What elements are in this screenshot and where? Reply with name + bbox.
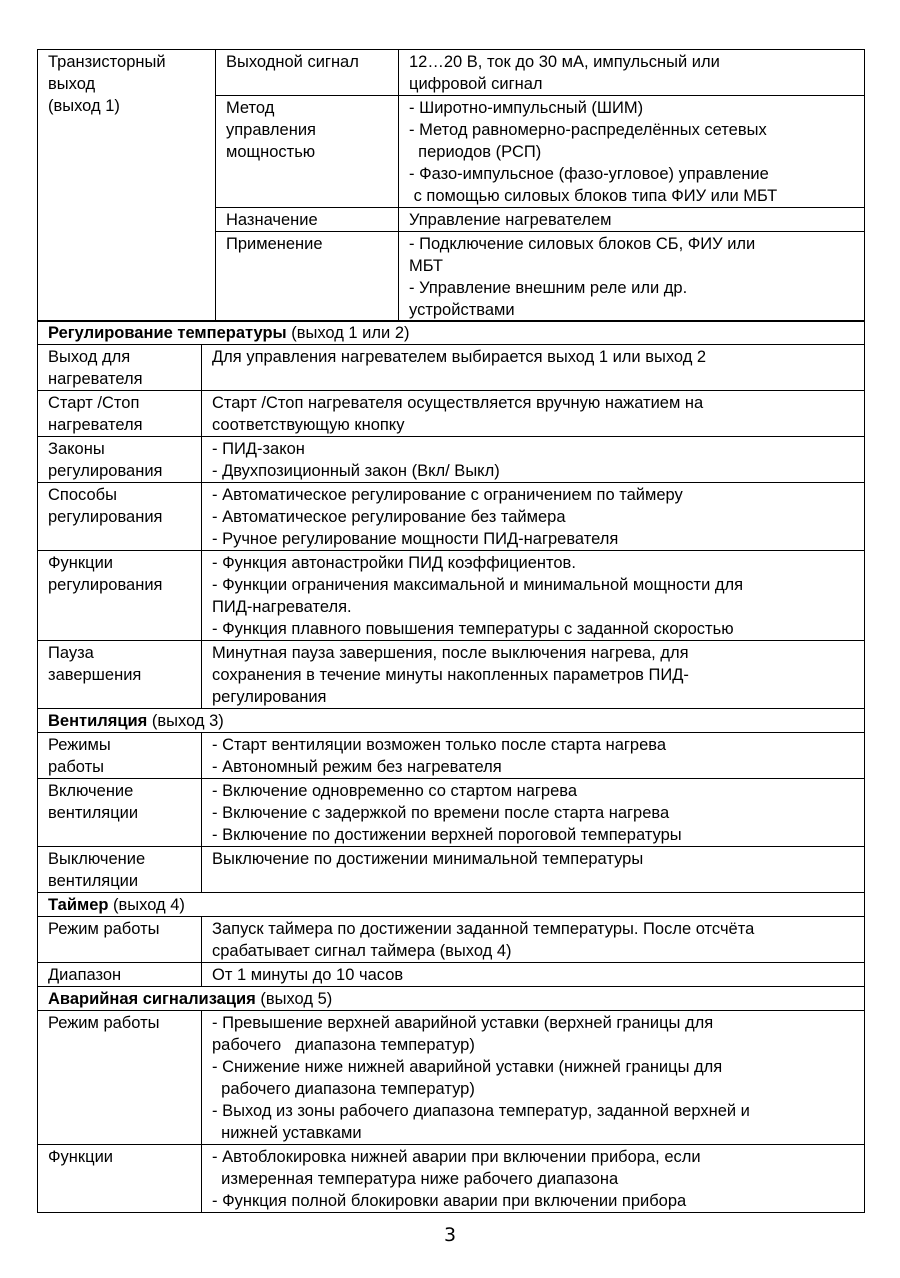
value-line: - Автономный режим без нагревателя [212,758,502,776]
value-line: От 1 минуты до 10 часов [212,966,404,984]
param-line: Выходной сигнал [226,53,359,71]
table-row [38,917,865,963]
value-line: Запуск таймера по достижении заданной температуры. После отсчёта [212,920,755,938]
param-line: управления [226,121,316,139]
param-line: Выключение [48,850,146,868]
param-line: Старт /Стоп [48,394,140,412]
section-header-row [38,321,865,345]
param-line: Законы [48,440,105,458]
table-row [38,551,865,641]
value-line: - Автоблокировка нижней аварии при включении прибора, если [212,1148,701,1166]
param-line: Функции [48,1148,114,1166]
section-title-bold: Вентиляция [48,712,148,730]
table-row [38,963,865,987]
param-cell [38,779,202,847]
param-cell [38,1011,202,1145]
param-cell [38,437,202,483]
value-line: - Управление внешним реле или др. [409,279,688,297]
param-cell [216,50,399,96]
value-cell [202,963,865,987]
table-row [38,1011,865,1145]
value-cell [399,50,865,96]
value-cell [399,208,865,232]
param-line: Назначение [226,211,318,229]
section-header-row [38,709,865,733]
section-title [38,709,865,733]
value-line: - Фазо-импульсное (фазо-угловое) управление [409,165,769,183]
value-line: - Функция плавного повышения температуры с заданной скоростью [212,620,734,638]
value-line: - ПИД-закон [212,440,305,458]
section-title-bold: Регулирование температуры [48,324,287,342]
param-line: вентиляции [48,872,139,890]
section-title-rest: (выход 1 или 2) [286,324,410,342]
param-line: Диапазон [48,966,122,984]
value-cell [202,391,865,437]
value-line: нижней уставками [212,1124,362,1142]
param-line: вентиляции [48,804,139,822]
value-line: 12…20 В, ток до 30 мА, импульсный или [409,53,720,71]
group-label-line: (выход 1) [48,97,120,115]
value-line: МБТ [409,257,443,275]
specs-table [37,320,865,1213]
param-line: работы [48,758,105,776]
value-line: рабочего диапазона температур) [212,1080,475,1098]
value-line: устройствами [409,301,515,319]
table-row [38,483,865,551]
param-line: регулирования [48,462,163,480]
section-title-rest: (выход 5) [255,990,333,1008]
section-header-row [38,987,865,1011]
param-cell [38,847,202,893]
section-title [38,321,865,345]
param-line: регулирования [48,508,163,526]
value-line: - Автоматическое регулирование без таймера [212,508,566,526]
value-line: Для управления нагревателем выбирается выход 1 или выход 2 [212,348,707,366]
param-cell [38,1145,202,1213]
value-cell [202,345,865,391]
table-row [38,641,865,709]
param-line: Способы [48,486,117,504]
param-line: нагревателя [48,370,143,388]
param-line: Выход для [48,348,131,366]
param-line: Режимы [48,736,111,754]
value-cell [202,641,865,709]
value-line: сохранения в течение минуты накопленных параметров ПИД- [212,666,689,684]
param-cell [38,551,202,641]
table-row [38,733,865,779]
value-line: измеренная температура ниже рабочего диапазона [212,1170,619,1188]
value-cell [202,437,865,483]
param-line: регулирования [48,576,163,594]
value-line: Минутная пауза завершения, после выключения нагрева, для [212,644,689,662]
value-cell [399,232,865,322]
table-row [38,779,865,847]
value-line: - Выход из зоны рабочего диапазона температур, заданной верхней и [212,1102,750,1120]
table-row [38,391,865,437]
group-label-line: Транзисторный [48,53,166,71]
value-line: - Двухпозиционный закон (Вкл/ Выкл) [212,462,500,480]
section-title [38,987,865,1011]
param-cell [216,96,399,208]
param-line: мощностью [226,143,316,161]
param-line: Включение [48,782,134,800]
value-cell [202,917,865,963]
value-line: с помощью силовых блоков типа ФИУ или МБТ [409,187,778,205]
value-cell [202,779,865,847]
param-cell [216,208,399,232]
value-line: - Широтно-импульсный (ШИМ) [409,99,644,117]
table-row [38,437,865,483]
section-header-row [38,893,865,917]
param-cell [38,917,202,963]
value-line: - Старт вентиляции возможен только после старта нагрева [212,736,667,754]
param-line: Функции [48,554,114,572]
value-line: ПИД-нагревателя. [212,598,352,616]
value-line: регулирования [212,688,327,706]
value-line: - Функция полной блокировки аварии при включении прибора [212,1192,687,1210]
table-row [38,345,865,391]
value-line: Управление нагревателем [409,211,612,229]
value-line: Старт /Стоп нагревателя осуществляется вручную нажатием на [212,394,704,412]
table-row [38,1145,865,1213]
param-cell [38,733,202,779]
param-line: Применение [226,235,323,253]
value-line: Выключение по достижении минимальной температуры [212,850,644,868]
section-title-rest: (выход 4) [108,896,185,914]
param-cell [38,641,202,709]
value-cell [399,96,865,208]
section-title-bold: Таймер [48,896,109,914]
value-line: - Функция автонастройки ПИД коэффициентов. [212,554,576,572]
value-cell [202,1145,865,1213]
param-line: Режим работы [48,1014,160,1032]
group-label-cell [38,50,216,322]
param-cell [38,391,202,437]
section-title-bold: Аварийная сигнализация [48,990,256,1008]
value-line: рабочего диапазона температур) [212,1036,475,1054]
value-cell [202,1011,865,1145]
table-row [38,50,865,96]
section-title [38,893,865,917]
value-line: - Включение одновременно со стартом нагрева [212,782,578,800]
value-cell [202,551,865,641]
value-line: - Превышение верхней аварийной уставки (верхней границы для [212,1014,714,1032]
page-number: 3 [443,1224,457,1246]
table-row [38,847,865,893]
param-cell [38,483,202,551]
param-line: Метод [226,99,275,117]
output-1-table [37,49,865,322]
param-line: Пауза [48,644,94,662]
value-line: - Автоматическое регулирование с ограничением по таймеру [212,486,683,504]
value-line: - Ручное регулирование мощности ПИД-нагревателя [212,530,619,548]
value-line: - Снижение ниже нижней аварийной уставки (нижней границы для [212,1058,723,1076]
value-line: соответствующую кнопку [212,416,405,434]
value-line: периодов (РСП) [409,143,542,161]
value-line: цифровой сигнал [409,75,543,93]
section-title-rest: (выход 3) [147,712,224,730]
value-cell [202,847,865,893]
param-cell [216,232,399,322]
param-line: Режим работы [48,920,160,938]
value-cell [202,483,865,551]
value-line: срабатывает сигнал таймера (выход 4) [212,942,512,960]
value-cell [202,733,865,779]
value-line: - Включение по достижении верхней пороговой температуры [212,826,682,844]
value-line: - Функции ограничения максимальной и минимальной мощности для [212,576,744,594]
param-cell [38,345,202,391]
value-line: - Включение с задержкой по времени после старта нагрева [212,804,670,822]
param-line: завершения [48,666,142,684]
param-line: нагревателя [48,416,143,434]
value-line: - Метод равномерно-распределённых сетевых [409,121,767,139]
value-line: - Подключение силовых блоков СБ, ФИУ или [409,235,756,253]
param-cell [38,963,202,987]
group-label-line: выход [48,75,96,93]
